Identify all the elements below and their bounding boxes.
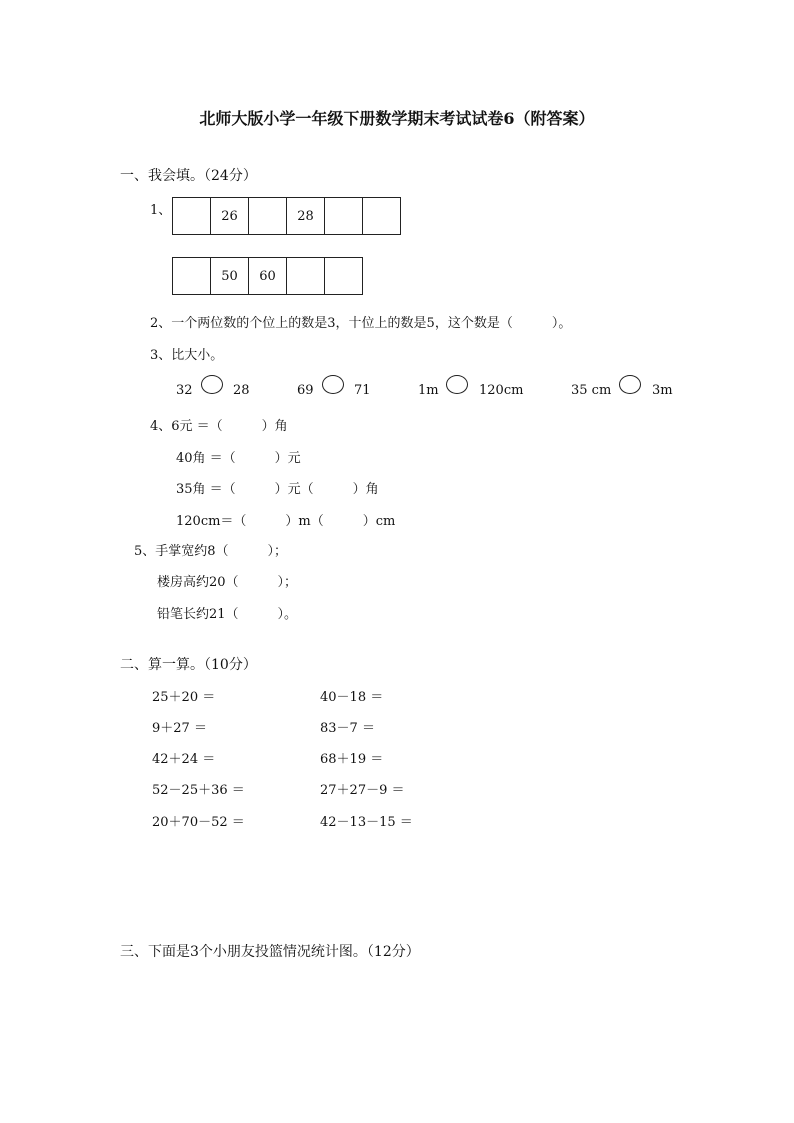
box-cell: 28 [286, 197, 325, 235]
calc-item: 83－7 ＝ [320, 721, 375, 736]
calc-item: 42＋24 ＝ [152, 752, 216, 767]
compare-circle[interactable] [619, 375, 641, 394]
q4-line: 35角 ＝（ ）元（ ）角 [176, 482, 379, 497]
compare-left: 32 [176, 383, 193, 398]
page-title: 北师大版小学一年级下册数学期末考试试卷6（附答案） [199, 109, 595, 128]
q4-line: 120cm＝（ ）m（ ）cm [176, 514, 396, 529]
compare-right: 71 [354, 383, 371, 398]
q1-label: 1、 [150, 203, 172, 218]
compare-circle[interactable] [201, 375, 223, 394]
q2-text: 2、一个两位数的个位上的数是3，十位上的数是5，这个数是（ ）。 [150, 316, 572, 331]
calc-item: 25＋20 ＝ [152, 690, 216, 705]
compare-circle[interactable] [446, 375, 468, 394]
box-cell: 60 [248, 257, 287, 295]
calc-item: 42－13－15 ＝ [320, 815, 413, 830]
box-cell [286, 257, 325, 295]
calc-item: 68＋19 ＝ [320, 752, 384, 767]
section3-heading: 三、下面是3个小朋友投篮情况统计图。（12分） [120, 944, 420, 960]
compare-left: 1m [418, 383, 439, 398]
box-cell [324, 257, 363, 295]
section1-heading: 一、我会填。（24分） [120, 168, 257, 184]
box-cell [362, 197, 401, 235]
q5-line: 5、手掌宽约8（ ）； [134, 544, 288, 559]
q1-box-row-1 [172, 197, 401, 235]
box-cell [172, 197, 211, 235]
box-cell: 50 [210, 257, 249, 295]
compare-right: 3m [652, 383, 673, 398]
calc-item: 40－18 ＝ [320, 690, 384, 705]
q1-box-row-2 [172, 257, 363, 295]
q5-line: 楼房高约20（ ）； [157, 575, 298, 590]
calc-item: 27＋27－9 ＝ [320, 783, 405, 798]
compare-left: 35 cm [571, 383, 612, 398]
section2-heading: 二、算一算。（10分） [120, 657, 257, 673]
calc-item: 20＋70－52 ＝ [152, 815, 245, 830]
box-cell [172, 257, 211, 295]
box-cell [324, 197, 363, 235]
compare-right: 120cm [479, 383, 524, 398]
box-cell: 26 [210, 197, 249, 235]
calc-item: 52－25＋36 ＝ [152, 783, 245, 798]
q4-line: 4、6元 ＝（ ）角 [150, 419, 288, 434]
compare-left: 69 [297, 383, 314, 398]
q3-label: 3、比大小。 [150, 348, 224, 363]
q4-line: 40角 ＝（ ）元 [176, 451, 301, 466]
q5-line: 铅笔长约21（ ）。 [157, 607, 298, 622]
compare-right: 28 [233, 383, 250, 398]
calc-item: 9＋27 ＝ [152, 721, 207, 736]
box-cell [248, 197, 287, 235]
compare-circle[interactable] [322, 375, 344, 394]
